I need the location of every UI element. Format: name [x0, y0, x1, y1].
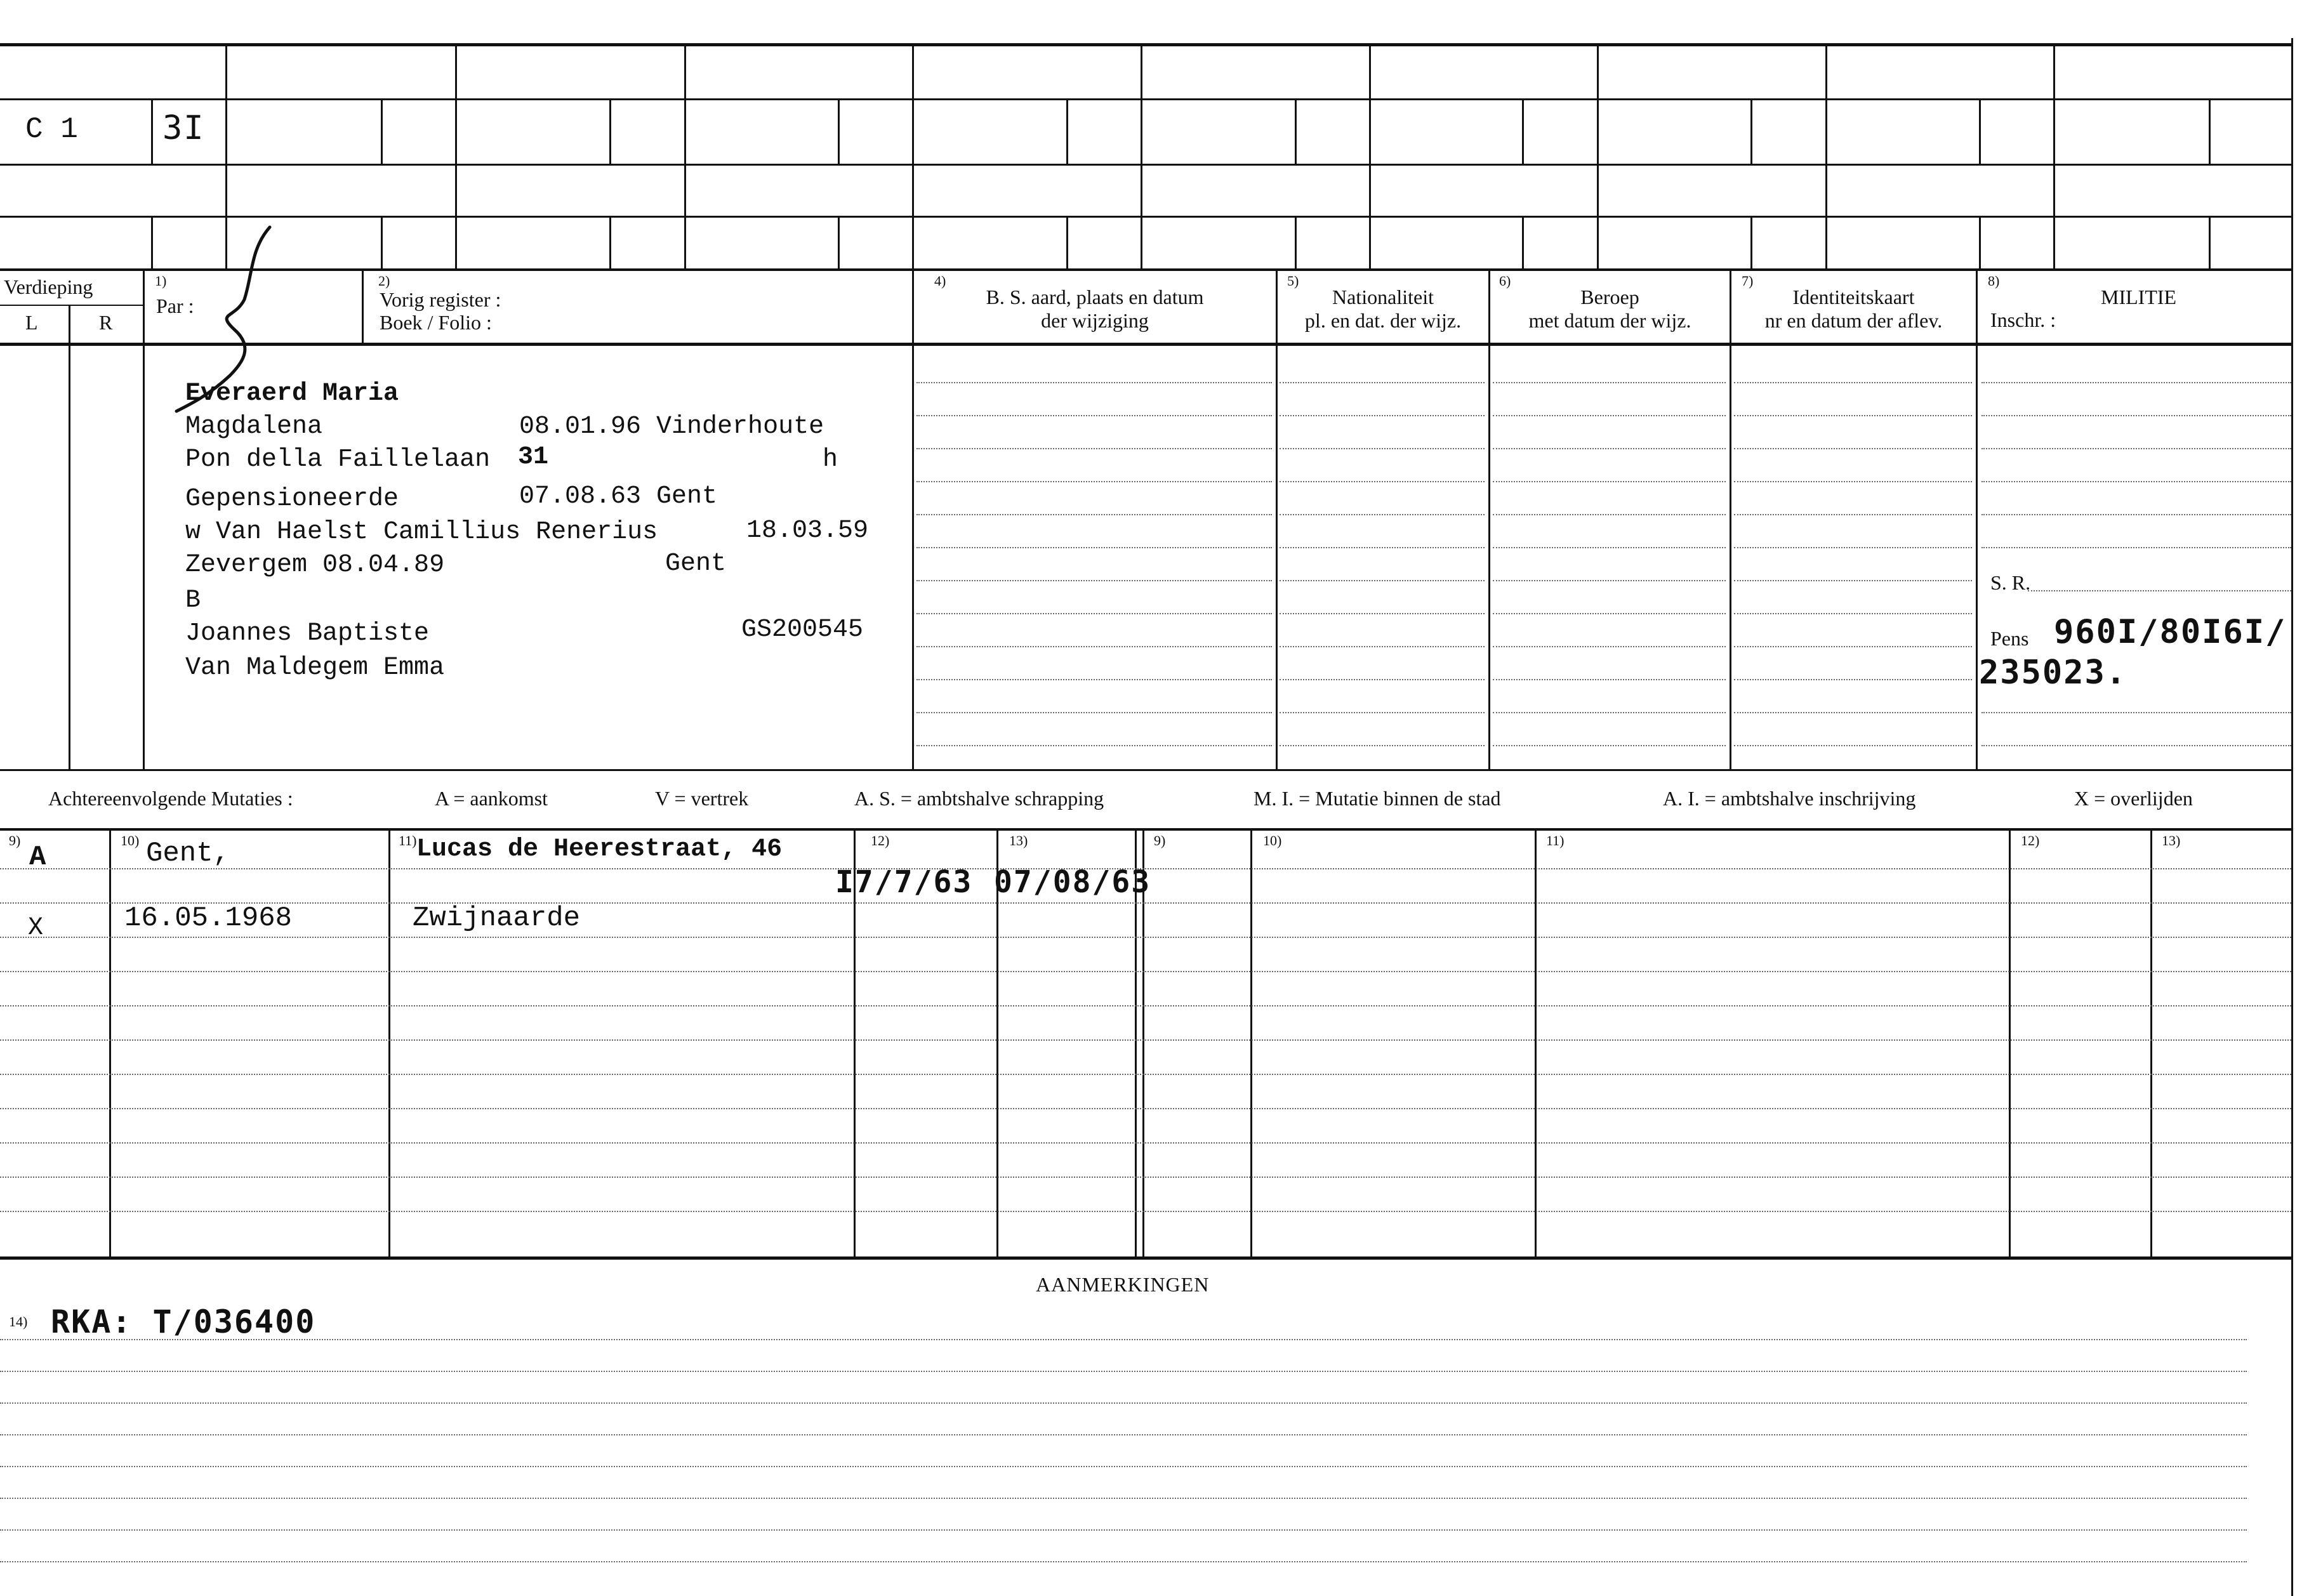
person-line-9: Van Maldegem Emma: [185, 654, 445, 682]
person-line-3-extra: h: [823, 445, 838, 474]
identiteitskaart-header: [1731, 286, 1976, 333]
verdieping-l-label: L: [25, 311, 38, 334]
legend-ambtshalve-schrapping: A. S. = ambtshalve schrapping: [854, 787, 1104, 810]
mutation-1-date-13: 07/08/63: [994, 864, 1151, 900]
beroep-header-line2: met datum der wijz.: [1528, 308, 1691, 332]
mut-col-13-right: 13): [2162, 833, 2181, 848]
person-line-8: Joannes Baptiste: [185, 619, 430, 648]
person-line-6-place: Gent: [665, 550, 727, 578]
mut-col-13-left: 13): [1009, 833, 1028, 848]
beroep-header-line1: Beroep: [1580, 286, 1639, 308]
mut-col-9-right: 9): [1154, 833, 1166, 848]
person-line-3-nr: 31: [518, 443, 549, 472]
person-line-2-date: 08.01.96 Vinderhoute: [519, 412, 824, 441]
mut-col-12-left: 12): [871, 833, 890, 848]
mut-col-12-right: 12): [2021, 833, 2040, 848]
nationaliteit-header-line1: Nationaliteit: [1332, 286, 1434, 308]
remarks-text: RKA: T/036400: [51, 1303, 316, 1340]
legend-title: Achtereenvolgende Mutaties :: [48, 787, 293, 810]
mutation-2-address: Zwijnaarde: [413, 902, 581, 934]
mut-col-11-right: 11): [1546, 833, 1565, 848]
header-note-1: 1): [155, 273, 167, 289]
verdieping-r-label: R: [99, 311, 113, 334]
mutation-2-place: 16.05.1968: [124, 902, 293, 934]
legend-vertrek: V = vertrek: [655, 787, 749, 810]
mutation-1-type: A: [29, 841, 46, 873]
legend-mutatie-binnen-stad: M. I. = Mutatie binnen de stad: [1254, 787, 1501, 810]
header-note-8: 8): [1988, 273, 2000, 289]
header-note-6: 6): [1499, 273, 1511, 289]
card-right-edge: [2291, 38, 2293, 1596]
person-line-6: Zevergem 08.04.89: [185, 551, 445, 579]
bs-header: [914, 286, 1276, 333]
person-line-2-name: Magdalena: [185, 412, 323, 441]
mut-col-10-left: 10): [121, 833, 140, 848]
person-line-4-date: 07.08.63 Gent: [519, 482, 718, 511]
person-line-1: Everaerd Maria: [185, 379, 399, 408]
identiteitskaart-header-line2: nr en datum der aflev.: [1764, 308, 1943, 332]
header-note-7: 7): [1742, 273, 1754, 289]
mutation-1-address: Lucas de Heerestraat, 46: [416, 835, 783, 864]
top-grid-number: 3I: [162, 109, 205, 147]
mutation-1-date-12: I7/7/63: [835, 864, 973, 900]
person-line-5-date: 18.03.59: [746, 517, 869, 545]
vorig-register-label: Vorig register :: [380, 288, 501, 311]
verdieping-label: Verdieping: [4, 275, 93, 298]
person-line-4: Gepensioneerde: [185, 485, 399, 513]
person-line-8-code: GS200545: [741, 616, 864, 644]
identiteitskaart-header-line1: Identiteitskaart: [1792, 286, 1915, 308]
pens-value-1: 960I/80I6I/: [2054, 613, 2287, 651]
nationaliteit-header: [1278, 286, 1488, 333]
mut-col-9-left: 9): [9, 833, 21, 848]
legend-aankomst: A = aankomst: [435, 787, 548, 810]
pens-value-2: 235023.: [1979, 654, 2127, 692]
legend-ambtshalve-inschrijving: A. I. = ambtshalve inschrijving: [1663, 787, 1916, 810]
mutation-1-place: Gent,: [146, 838, 230, 869]
militie-label: MILITIE: [2101, 286, 2177, 308]
header-note-4: 4): [934, 273, 946, 289]
boek-folio-label: Boek / Folio :: [380, 311, 492, 334]
mutation-2-type: X: [28, 914, 44, 942]
mut-col-10-right: 10): [1263, 833, 1282, 848]
bs-header-line2: der wijziging: [1041, 308, 1149, 332]
bs-header-line1: B. S. aard, plaats en datum: [986, 286, 1204, 308]
person-line-7: B: [185, 586, 201, 615]
par-label: Par :: [156, 294, 194, 317]
remarks-title: AANMERKINGEN: [1036, 1273, 1210, 1296]
nationaliteit-header-line2: pl. en dat. der wijz.: [1304, 308, 1462, 332]
beroep-header: [1490, 286, 1730, 333]
sr-label: S. R.: [1990, 571, 2031, 594]
legend-overlijden: X = overlijden: [2074, 787, 2193, 810]
remarks-note-14: 14): [9, 1314, 28, 1329]
top-grid-code: C 1: [25, 113, 78, 146]
header-note-2: 2): [378, 273, 390, 289]
person-line-3-street: Pon della Faillelaan: [185, 445, 491, 474]
header-note-5: 5): [1287, 273, 1299, 289]
pens-label: Pens: [1990, 627, 2029, 650]
inschr-label: Inschr. :: [1990, 308, 2056, 331]
mut-col-11-left: 11): [399, 833, 417, 848]
person-line-5: w Van Haelst Camillius Renerius: [185, 518, 658, 546]
